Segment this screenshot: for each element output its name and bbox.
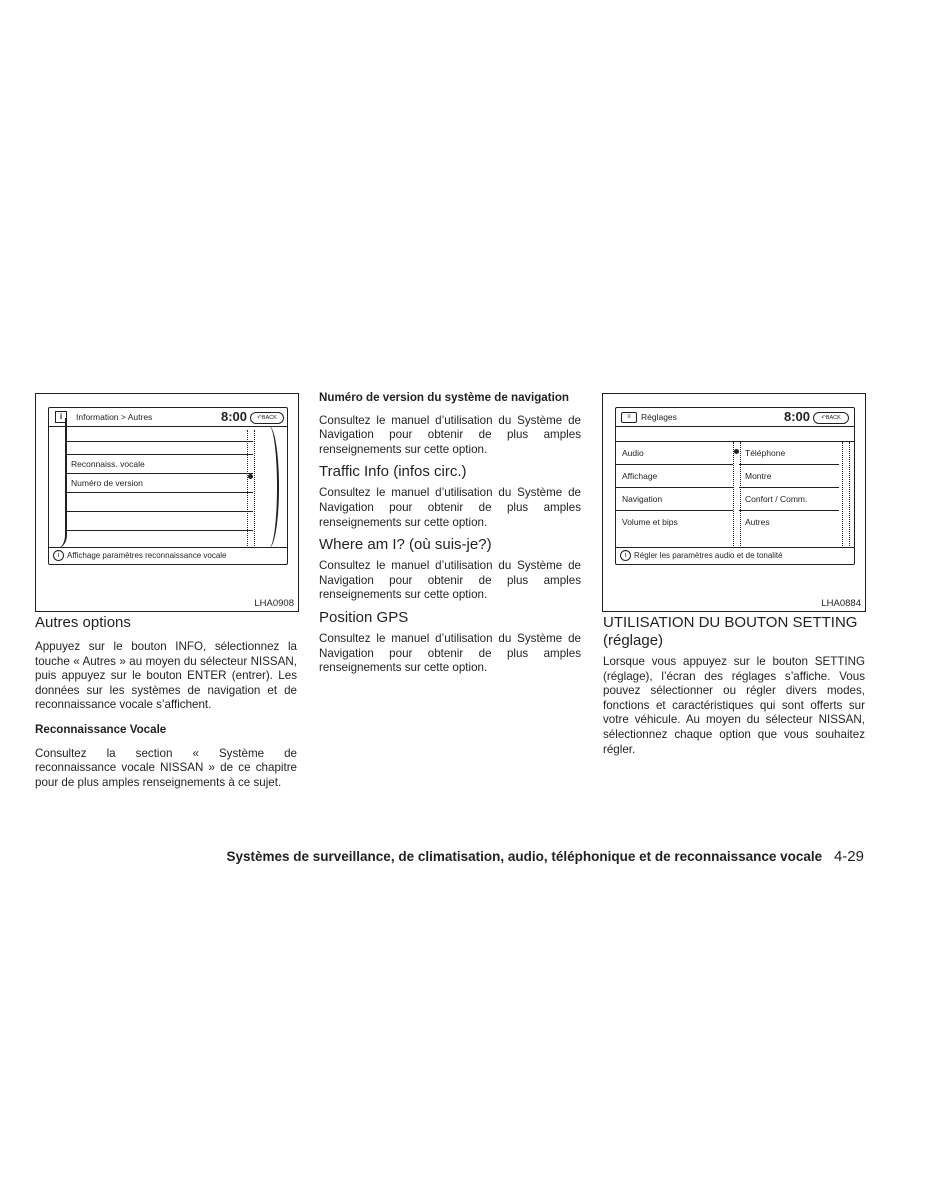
back-button[interactable]: ↶BACK	[250, 412, 284, 424]
screen-header	[49, 408, 287, 427]
clock: 8:00	[784, 409, 811, 424]
settings-item-phone[interactable]: Téléphone	[739, 442, 839, 465]
section-heading-gps-position: Position GPS	[319, 608, 409, 626]
back-button[interactable]: ↶BACK	[813, 412, 849, 424]
paragraph-traffic-info: Consultez le manuel d’utilisation du Système de Navigation pour obtenir de plus amples renseignements sur cette option.	[319, 486, 581, 529]
section-heading-other-options: Autres options	[35, 614, 131, 631]
list-item-voice-recognition[interactable]: Reconnaiss. vocale	[65, 455, 253, 474]
paragraph-setting-button: Lorsque vous appuyez sur le bouton SETTING (réglage), l’écran des réglages s’affiche. Vous pouvez sélectionner ou régler divers modes, fonctions et caractéristiques qui sont offerts sur votre véhicule. Au moyen du sélecteur NISSAN, sélectionnez chaque option que vous souhaitez régler.	[603, 655, 865, 756]
info-icon: i	[55, 411, 67, 423]
settings-item-navigation[interactable]: Navigation	[616, 488, 733, 511]
nav-screen-info	[48, 407, 288, 565]
nav-screen-settings	[615, 407, 855, 565]
list-item[interactable]	[65, 512, 253, 531]
figure-info-others	[35, 393, 299, 612]
scroll-track-left[interactable]	[733, 442, 741, 546]
section-heading-traffic-info: Traffic Info (infos circ.)	[319, 463, 467, 481]
screen-footer: i Affichage paramètres reconnaissance vocale	[49, 547, 287, 564]
settings-item-audio[interactable]: Audio	[616, 442, 733, 465]
screen-title: Information > Autres	[76, 412, 153, 422]
settings-item-others[interactable]: Autres	[745, 517, 770, 527]
left-column-text	[35, 614, 297, 790]
page-number: 4-29	[833, 848, 864, 865]
right-column-text	[603, 614, 865, 757]
screen-header	[616, 408, 854, 427]
settings-item-volume[interactable]: Volume et bips	[622, 517, 678, 527]
screen-title: Réglages	[641, 412, 677, 422]
scroll-thumb[interactable]	[248, 474, 253, 479]
info-circle-icon: i	[620, 550, 631, 561]
list-item-version-number[interactable]: Numéro de version	[65, 474, 253, 493]
scroll-track[interactable]	[247, 430, 255, 548]
right-curve	[259, 426, 279, 548]
screen-footer: i Régler les paramètres audio et de tonalité	[616, 547, 854, 564]
list-top-line	[65, 454, 253, 455]
list-item[interactable]	[65, 493, 253, 512]
settings-item-comfort[interactable]: Confort / Comm.	[739, 488, 839, 511]
info-circle-icon: i	[53, 550, 64, 561]
scroll-thumb[interactable]	[734, 449, 739, 454]
section-heading-setting-button: UTILISATION DU BOUTON SETTING (réglage)	[603, 614, 858, 649]
page-footer	[0, 848, 864, 866]
paragraph-gps-position: Consultez le manuel d’utilisation du Système de Navigation pour obtenir de plus amples renseignements sur cette option.	[319, 631, 581, 675]
footer-chapter-title: Systèmes de surveillance, de climatisation, audio, téléphonique et de reconnaissance vocale	[226, 849, 823, 864]
subheading-nav-version: Numéro de version du système de navigation	[319, 391, 569, 404]
figure-code: LHA0884	[821, 598, 861, 609]
figure-code: LHA0908	[254, 598, 294, 609]
figure-settings	[602, 393, 866, 612]
subheading-voice-recognition: Reconnaissance Vocale	[35, 722, 167, 736]
settings-item-display[interactable]: Affichage	[616, 465, 733, 488]
menu-list	[65, 427, 253, 547]
clock: 8:00	[221, 409, 248, 424]
paragraph-where-am-i: Consultez le manuel d’utilisation du Système de Navigation pour obtenir de plus amples renseignements sur cette option.	[319, 559, 581, 602]
middle-column-text	[319, 391, 581, 676]
settings-item-clock[interactable]: Montre	[739, 465, 839, 488]
paragraph-nav-version: Consultez le manuel d’utilisation du Système de Navigation pour obtenir de plus amples renseignements sur cette option.	[319, 413, 581, 456]
left-curve	[51, 418, 67, 548]
scroll-track-right[interactable]	[842, 442, 850, 546]
section-heading-where-am-i: Where am I? (où suis-je?)	[319, 536, 492, 554]
paragraph-intro: Appuyez sur le bouton INFO, sélectionnez la touche « Autres » au moyen du sélecteur NISSAN, puis appuyez sur le bouton ENTER (entrer). Les données sur les systèmes de navigation et de reconnaissance vocale s’affichent.	[35, 640, 297, 712]
paragraph-voice-recognition: Consultez la section « Système de reconnaissance vocale NISSAN » de ce chapitre pour de plus amples renseignements à ce sujet.	[35, 746, 297, 789]
list-item[interactable]	[65, 427, 253, 442]
settings-icon: ≡	[621, 412, 637, 423]
